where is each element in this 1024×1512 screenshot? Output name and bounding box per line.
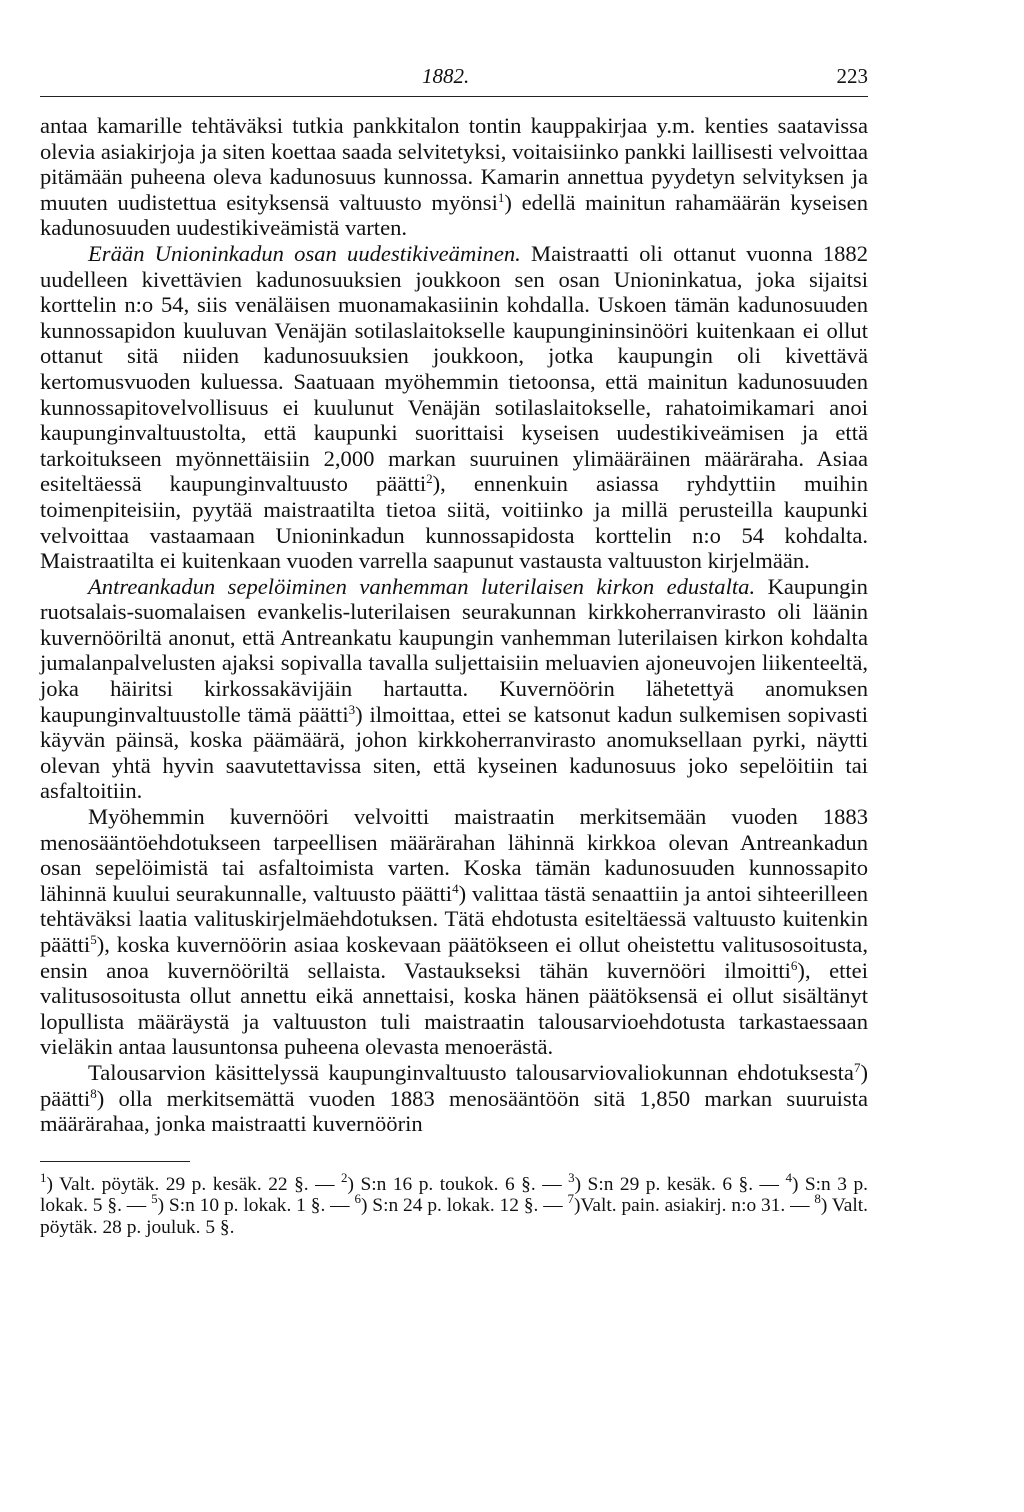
footnote-text: ) Valt. pöytäk. 29 p. kesäk. 22 §. — — [46, 1173, 342, 1195]
paragraph — [40, 113, 868, 241]
page-number: 223 — [836, 64, 868, 88]
page-header — [40, 60, 868, 97]
footnote-text: ) S:n 24 p. lokak. 12 §. — — [360, 1195, 568, 1217]
footnote-text: ) S:n 3 p. lokak. 5 §. — — [40, 1173, 868, 1217]
paragraph — [40, 804, 868, 1060]
paragraph-text: antaa kamarille tehtäväksi tutkia pankkitalon tontin kauppakirjaa y.m. kenties saatavissa olevia asiakirjoja ja siten koettaa saada selvitetyksi, voitaisiinko pankki laillisesti velvoittaa pitämään puheena oleva kadunosuus kunnossa. Kamarin annettua pyydetyn selvityksen ja muuten uudistettua esityksensä valtuusto myönsi — [40, 113, 868, 215]
paragraph — [40, 574, 868, 804]
paragraph — [40, 241, 868, 574]
section-heading: Erään Unioninkadun osan uudestikiveäminen. — [88, 240, 521, 266]
paragraph-text: Kaupungin ruotsalais-suomalaisen evankelis-luterilaisen seurakunnan kirkkoherranvirasto oli läänin kuvernööriltä anonut, että Antreankatu kaupungin vanhemman luterilaisen kirkon kohdalta jumalanpalvelusten ajaksi sopivalla tavalla suljettaisiin meluavien ajoneuvojen liikenteeltä, joka häiritsi kirkossakävijäin hartautta. Kuvernöörin lähetettyä anomuksen kaupunginvaltuustolle tämä päätti — [40, 573, 868, 727]
footnote-text: ) S:n 10 p. lokak. 1 §. — — [157, 1195, 355, 1217]
footnote-marker: 8 — [814, 1191, 821, 1207]
footnote-marker: 1 — [40, 1169, 47, 1185]
footnote-ref: 5 — [90, 932, 97, 947]
paragraph-text: ), ettei valitusosoitusta ollut annettu eikä annettaisi, koska hänen päätöksensä ei ollut sisältänyt lopullista määräystä ja valtuuston tuli maistraatin talousarvioehdotusta tarkastaessaan vieläkin antaa lausuntonsa puheena olevasta menoerästä. — [40, 957, 868, 1060]
paragraph-text: Myöhemmin kuvernööri velvoitti maistraatin merkitsemään vuoden 1883 menosääntöehdotukseen tarpeellisen määrärahan lähinnä kirkkoa olevan Antreankadun osan sepelöimistä tai asfaltoimista varten. Koska tämän kadunosuuden kunnossapito lähinnä kuului seurakunnalle, valtuusto päätti — [40, 804, 868, 906]
body-text — [40, 113, 868, 1137]
header-year: 1882. — [422, 64, 470, 88]
paragraph-text: Maistraatti oli ottanut vuonna 1882 uudelleen kivettävien kadunosuuksien joukkoon sen osan Unioninkatua, joka sijaitsi korttelin n:o 54, siis venäläisen muonamakasiinin kohdalla. Uskoen tämän kadunosuuden kunnossapidon kuuluvan Venäjän sotilaslaitokselle kaupungininsinööri kuitenkaan ei ollut ottanut sitä niiden kadunosuuksien joukkoon, jotka kaupungin oli kivettävä kertomusvuoden kuluessa. Saatuaan myöhemmin tietoonsa, että mainitun kadunosuuden kunnossapitovelvollisuus ei kuulunut Venäjän sotilaslaitokselle, rahatoimikamari anoi kaupunginvaltuustolta, että kaupunki suorittaisi kyseisen uudestikiveämisen ja että tarkoitukseen myönnettäisiin 2,000 markan suuruinen ylimääräinen määräraha. Asiaa esiteltäessä kaupunginvaltuusto päätti — [40, 240, 868, 497]
paragraph-text: ) edellä mainitun rahamäärän kyseisen kadunosuuden uudestikiveämistä varten. — [40, 189, 868, 241]
paragraph-text: ) ilmoittaa, ettei se katsonut kadun sulkemisen sopivasti käyvän päinsä, koska päämäärä, johon kirkkoherranvirasto anomuksellaan pyrki, näytti olevan yhtä hyvin saavutettavissa siten, että kyseinen kadunosuus joko sepelöitiin tai asfaltoitiin. — [40, 701, 868, 804]
paragraph — [40, 1060, 868, 1137]
section-heading: Antreankadun sepelöiminen vanhemman luterilaisen kirkon edustalta. — [88, 573, 756, 599]
footnote-text: ) S:n 29 p. kesäk. 6 §. — — [574, 1173, 786, 1195]
footnote-ref: 6 — [790, 957, 798, 973]
paragraph-text: ), ennenkuin asiassa ryhdyttiin muihin toimenpiteisiin, pyytää maistraatilta tietoa siitä, voitiinko ja millä perusteilla kaupunki velvoittaa vastaamaan Unioninkadun kunnossapidosta korttelin n:o 54 kohdalta. Maistraatilta ei kuitenkaan vuoden varrella saapunut vastausta valtuuston kirjelmään. — [40, 471, 868, 574]
paragraph-text: ), koska kuvernöörin asiaa koskevaan päätökseen ei ollut oheistettu valitusosoitusta, ensin anoa kuvernööriltä sellaista. Vastaukseksi tähän kuvernööri ilmoitti — [40, 932, 868, 983]
footnote-ref: 4 — [452, 880, 459, 896]
footnote-text: ) Valt. pöytäk. 28 p. jouluk. 5 §. — [40, 1195, 868, 1238]
footnote-marker: 2 — [341, 1169, 348, 1185]
footnote-text: ) S:n 16 p. toukok. 6 §. — — [347, 1173, 569, 1195]
footnote-marker: 5 — [151, 1191, 158, 1207]
footnote-marker: 4 — [785, 1169, 792, 1185]
footnote-marker: 6 — [354, 1191, 361, 1207]
footnote-ref: 1 — [497, 189, 505, 205]
paragraph-text: Talousarvion käsittelyssä kaupunginvaltuusto talousarviovaliokunnan ehdotuksesta — [88, 1059, 854, 1085]
footnote-ref: 8 — [90, 1085, 97, 1101]
paragraph-text: ) olla merkitsemättä vuoden 1883 menosääntöön sitä 1,850 markan suuruista määrärahaa, jonka maistraatti kuvernöörin — [40, 1085, 868, 1137]
footnote-ref: 3 — [348, 701, 356, 717]
footnotes — [40, 1169, 868, 1239]
footnote-text: )Valt. pain. asiakirj. n:o 31. — — [574, 1195, 815, 1217]
footnote-ref: 7 — [853, 1059, 861, 1075]
paragraph-text: ) päätti — [40, 1059, 868, 1111]
paragraph-text: ) valittaa tästä senaattiin ja antoi sihteerilleen tehtäväksi laatia valituskirjelmäehdotuksen. Tätä ehdotusta esiteltäessä valtuusto kuitenkin päätti — [40, 880, 868, 957]
footnote-marker: 7 — [567, 1191, 575, 1207]
document-page — [40, 60, 868, 1238]
footnote-ref: 2 — [426, 471, 433, 487]
footnote-marker: 3 — [568, 1169, 575, 1185]
footnote-divider — [40, 1161, 190, 1162]
